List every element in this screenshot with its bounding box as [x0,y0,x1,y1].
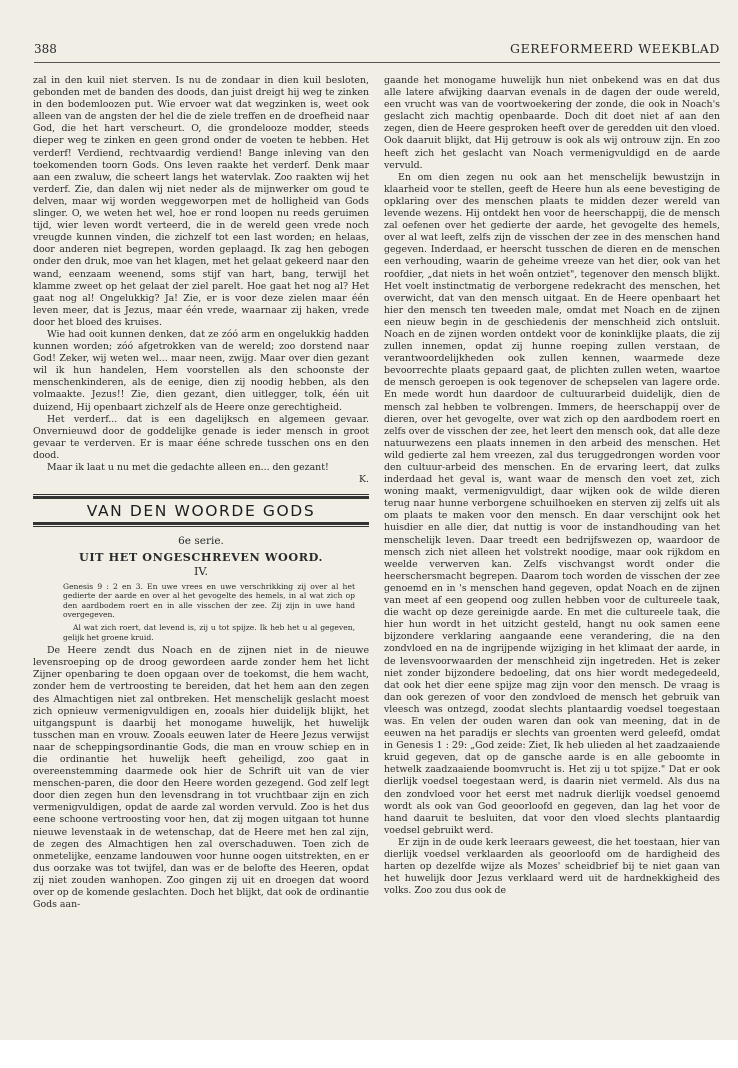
section-rule-bottom [33,522,369,527]
section-heading: VAN DEN WOORDE GODS [86,502,316,521]
page-number: 388 [34,42,57,56]
essay-paragraph: zal in den kuil niet sterven. Is nu de zondaar in dien kuil besloten, gebonden met de banden des doods, dan juist dreigt hij weg te zinken in den bodemloozen put. Wie ervoer wat dat wegzinken is, weet ook alleen van de angsten der hel die de ziele treffen en de droefheid naar God, die het hart verscheurt. O, die grondelooze modder, steeds dieper weg te zinken en geen grond onder de voeten te hebben. Het verderf! Verdiend, rechtvaardig verdiend! Bange inleving van den toekomenden toorn Gods. Ons leven raakte het verderf. Denk maar aan een zwaluw, die scheert langs het watervlak. Zoo raakten wij het verderf. Zie, dan dalen wij niet neder als de mijnwerker om goud te delven, maar wij worden weggeworpen met de holligheid van Gods slinger. O, we weten het wel, hoe er rond loopen nu reeds geruimen tijd, wier leven wordt verteerd, die in de wereld geen vrede noch vreugde kunnen vinden, die zichzelf tot een last worden; en helaas, door anderen niet begrepen, worden geplaagd. Ik zag hen gebogen onder den druk, moe van het klagen, met het gelaat gekeerd naar den wand, eenzaam weenend, soms stijf van hart, bang, terwijl het klamme zweet op het gelaat der ziel parelt. Hoe gaat het nog al? Het gaat nog al! Ongelukkig? Ja! Zie, er is voor deze zielen maar één leven meer, dat is Jezus, maar één vrede, waarnaar zij haken, vrede door het bloed des kruises. [33,75,369,328]
article-title: UIT HET ONGESCHREVEN WOORD. [78,550,324,565]
series-label: 6e serie. [178,535,224,548]
left-column [33,75,369,911]
scripture-motto: Al wat zich roert, dat levend is, zij u tot spijze. Ik heb het u al gegeven, gelijk het groene kruid. [63,622,355,642]
article-paragraph: Er zijn in de oude kerk leeraars geweest, die het toestaan, hier van dierlijk voedsel verklaarden als geoorloofd om de hardigheid des harten op dezelfde wijze als Mozes' scheidbrief bij te niet gaan van het huwelijk door Jezus verklaard werd uit de hardnekkigheid des volks. Zoo zou dus ook de [384,836,720,897]
essay-paragraph: Het verderf... dat is een dagelijksch en algemeen gevaar. Onvernieuwd door de goddelijke genade is ieder mensch in groot gevaar te verderven. Er is maar ééne schrede tusschen ons en den dood. [33,413,369,461]
magazine-title: GEREFORMEERD WEEKBLAD [509,41,720,56]
right-column [384,75,720,897]
essay-paragraph: Wie had ooit kunnen denken, dat ze zóó arm en ongelukkig hadden kunnen worden; zóó afgetrokken van de wereld; zoo dorstend naar God! Zeker, wij weten wel... maar neen, zwijg. Maar over dien gezant wil ik hun handelen, Hem voorstellen als den schoonste der menschenkinderen, als de eenige, dien zij noodig hebben, als den volmaakte. Jezus!! Zie, dien gezant, dien uitlegger, tolk, één uit duizend, Hij openbaart zichzelf als de Heere onze gerechtigheid. [33,328,369,413]
scripture-motto: Genesis 9 : 2 en 3. En uwe vrees en uwe verschrikking zij over al het gedierte der aarde en over al het gevogelte des hemels, in al wat zich op den aardbodem roert en in alle visschen der zee. Zij zijn in uwe hand overgegeven. [63,581,355,620]
essay-signature: K. [359,474,369,486]
article-paragraph: gaande het monogame huwelijk hun niet onbekend was en dat dus alle latere afwijking daarvan evenals in de dagen der oude wereld, een vrucht was van de voortwoekering der zonde, die ook in Noach's geslacht zich machtig openbaarde. Doch dit doet niet af aan den zegen, dien de Heere gesproken heeft over de geredden uit den vloed. Ook daaruit blijkt, dat Hij getrouw is ook als wij ontrouw zijn. En zoo heeft zich het geslacht van Noach vermenigvuldigd en de aarde vervuld. [384,75,720,171]
article-paragraph: De Heere zendt dus Noach en de zijnen niet in de nieuwe levensroeping op de droog gewordeen aarde zonder hem het licht Zijner openbaring te doen opgaan over de toekomst, die hem wacht, zonder hem de vertroosting te bereiden, dat het hem aan den zegen des Almachtigen niet zal ontbreken. Het menschelijk geslacht moest zich opnieuw vermenigvuldigen en, zooals hier duidelijk blijkt, het uitgangspunt is daarbij het monogame huwelijk, het huwelijk tusschen man en vrouw. Zooals eeuwen later de Heere Jezus verwijst naar de scheppingsordinantie Gods, die man en vrouw schiep en in die ordinantie het huwelijk heeft geheiligd, zoo gaat in overeenstemming daarmede ook hier de Schrift uit van de vier menschen-paren, die door den Heere worden gezegend. God zelf legt door dien zegen hun den levensdrang in tot vruchtbaar zijn en zich vermenigvuldigen, opdat de aarde zal worden vervuld. Zoo is het dus eene schoone vertroosting voor hen, dat zij mogen uitgaan tot hunne nieuwe levenstaak in de wetenschap, dat de Heere met hen zal zijn, de zegen des Almachtigen hen zal overschaduwen. Toen zich de onmetelijke, eenzame landouwen voor hunne oogen uitstrekten, en er dus oorzake was tot twijfel, dan was er de belofte des Heeren, opdat zij niet zouden wanhopen. Zoo gingen zij uit en droegen dat woord over op de komende geslachten. Doch het blijkt, dat ook de ordinantie Gods aan- [33,645,369,911]
part-number: IV. [193,565,209,579]
essay-paragraph: Maar ik laat u nu met die gedachte alleen en... den gezant! [47,462,329,473]
running-header [34,40,720,63]
article-paragraph: En om dien zegen nu ook aan het menschelijk bewustzijn in klaarheid voor te stellen, geeft de Heere hun als eene bevestiging de opklaring over des menschen plaats te midden dezer wereld van levende wezens. Hij ontdekt hen voor de heerschappij, die de mensch zal oefenen over het gedierte der aarde, het gevogelte des hemels, over al wat leeft, zelfs zijn de visschen der zee in des menschen hand gegeven. Inderdaad, er heerscht tusschen de dieren en de menschen een verhouding, waarin de geheime vreeze van het dier, ook van het roofdier, „dat niets in het woên ontziet", tegenover den mensch blijkt. Het voelt instinctmatig de verborgene redekracht des menschen, het overwicht, dat van den mensch uitgaat. En de Heere openbaart het hier den mensch ten tweeden male, omdat met Noach en de zijnen een nieuw begin in de geschiedenis der menschheid zich ontsluit. Noach en de zijnen worden ontdekt voor de koninklijke plaats, die zij zullen innemen, opdat zij hunne roeping zullen verstaan, de verantwoordelijkheden ook zullen kennen, waarmede deze bevoorrechte plaats gepaard gaat, de plichten zullen weten, waartoe de mensch geroepen is ook tegenover de schepselen van lagere orde. En mede wordt hun daardoor de cultuurarbeid duidelijk, dien de mensch zal hebben te volbrengen. Immers, de heerschappij over de dieren, over het gevogelte, over wat zich op den aardbodem roert en zelfs over de visschen der zee, het leert den mensch ook, dat alle deze natuurwezens een plaats innemen in den arbeid des menschen. Het wild gedierte zal hem vreezen, zal dus teruggedrongen worden voor den cultuur-arbeid des menschen. En de ervaring leert, dat zulks inderdaad het geval is, want waar de mensch den voet zet, zich woning maakt, vermenigvuldigt, daar wijken ook de wilde dieren terug naar hunne verborgene schuilhoeken en sterven zij zelfs uit als om plaats te maken voor den mensch. En daar verschijnt ook het huisdier en alle dier, dat nuttig is voor de instandhouding van het menschelijk leven. Daar treedt een bedrijfswezen op, waardoor de mensch zich niet alleen het volstrekt noodige, maar ook rijkdom en weelde verwerven kan. Zelfs vischvangst wordt onder die heerschersmacht begrepen. Daarom toch worden de visschen der zee genoemd en in 's menschen hand gegeven, opdat Noach en de zijnen van meet af een geopend oog zullen hebben voor de cultureele taak, die wacht op deze gereinigde aarde. En met die cultureele taak, die hier hun wordt in het uitzicht gesteld, hangt nu ook samen eene bijzondere verklaring aangaande eene verandering, die na den zondvloed en na de ingrijpende wijziging in het klimaat der aarde, in de levensvoorwaarden der menschheid zijn ingetreden. Het is zeker niet zonder bijzondere bedoeling, dat ons hier wordt medegedeeld, dat ook het dier eene spijze mag zijn voor den mensch. De vraag is dan ook gerezen of voor den zondvloed de mensch het gebruik van vleesch was ontzegd, zoodat slechts plantaardig voedsel toegestaan was. En velen der ouden waren dan ook van meening, dat in de eeuwen na het paradijs er slechts van groenten werd geleefd, omdat in Genesis 1 : 29: „God zeide: Ziet, Ik heb ulieden al het zaadzaaiende kruid gegeven, dat op de gansche aarde is en alle geboomte in hetwelk zaadzaaiende boomvrucht is. Het zij u tot spijze." Dat er ook dierlijk voedsel toegestaan werd, is daarin niet vermeld. Als dus na den zondvloed voor het eerst met nadruk dierlijk voedsel genoemd wordt als ook van God geoorloofd en gegeven, dan lag het voor de hand daaruit te besluiten, dat voor den vloed slechts plantaardig voedsel gebruikt werd. [384,171,720,836]
